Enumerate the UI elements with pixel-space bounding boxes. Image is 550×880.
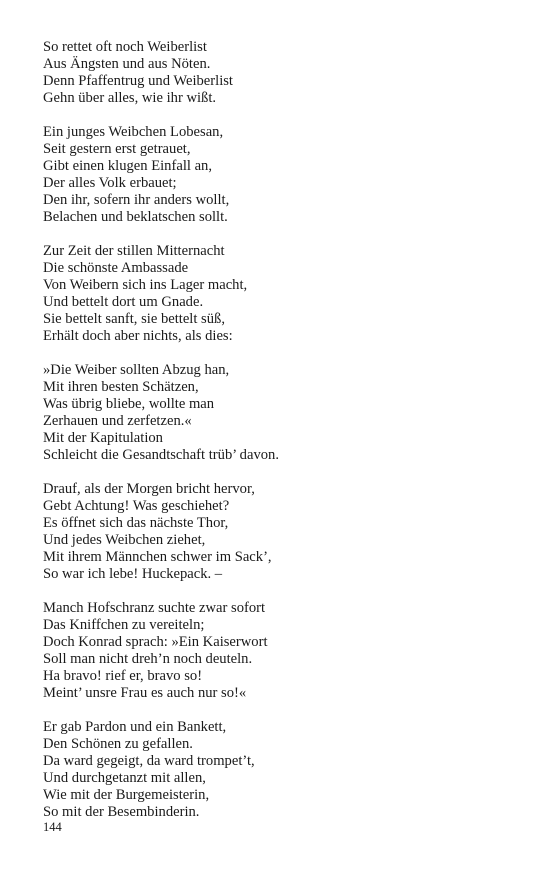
verse-line: »Die Weiber sollten Abzug han, xyxy=(43,362,230,378)
verse-line: Gibt einen klugen Einfall an, xyxy=(43,158,212,174)
verse-line: Da ward gegeigt, da ward trompet’t, xyxy=(43,753,255,769)
stanza-7 xyxy=(43,719,513,821)
verse-line: Es öffnet sich das nächste Thor, xyxy=(43,515,229,531)
verse-line: Erhält doch aber nichts, als dies: xyxy=(43,328,233,344)
verse-line: Den Schönen zu gefallen. xyxy=(43,736,193,752)
verse-line: So rettet oft noch Weiberlist xyxy=(43,39,207,55)
verse-line: Zur Zeit der stillen Mitternacht xyxy=(43,243,225,259)
verse-line: Den ihr, sofern ihr anders wollt, xyxy=(43,192,230,208)
verse-line: Sie bettelt sanft, sie bettelt süß, xyxy=(43,311,225,327)
stanza-4 xyxy=(43,362,513,464)
poem-body xyxy=(43,39,513,838)
verse-line: Doch Konrad sprach: »Ein Kaiserwort xyxy=(43,634,268,650)
verse-line: Seit gestern erst getrauet, xyxy=(43,141,191,157)
verse-line: Und jedes Weibchen ziehet, xyxy=(43,532,206,548)
verse-line: Mit ihrem Männchen schwer im Sack’, xyxy=(43,549,272,565)
verse-line: Schleicht die Gesandtschaft trüb’ davon. xyxy=(43,447,279,463)
verse-line: Zerhauen und zerfetzen.« xyxy=(43,413,192,429)
verse-line: Gehn über alles, wie ihr wißt. xyxy=(43,90,217,106)
verse-line: Gebt Achtung! Was geschiehet? xyxy=(43,498,230,514)
stanza-6 xyxy=(43,600,513,702)
verse-line: Belachen und beklatschen sollt. xyxy=(43,209,228,225)
stanza-3 xyxy=(43,243,513,345)
verse-line: Ein junges Weibchen Lobesan, xyxy=(43,124,224,140)
stanza-1 xyxy=(43,39,513,107)
verse-line: Er gab Pardon und ein Bankett, xyxy=(43,719,227,735)
stanza-5 xyxy=(43,481,513,583)
verse-line: Der alles Volk erbauet; xyxy=(43,175,177,191)
verse-line: Mit ihren besten Schätzen, xyxy=(43,379,199,395)
stanza-2 xyxy=(43,124,513,226)
verse-line: Denn Pfaffentrug und Weiberlist xyxy=(43,73,233,89)
verse-line: Mit der Kapitulation xyxy=(43,430,163,446)
verse-line: Ha bravo! rief er, bravo so! xyxy=(43,668,203,684)
verse-line: So mit der Besembinderin. xyxy=(43,804,200,820)
verse-line: Manch Hofschranz suchte zwar sofort xyxy=(43,600,266,616)
verse-line: Aus Ängsten und aus Nöten. xyxy=(43,56,211,72)
verse-line: Wie mit der Burgemeisterin, xyxy=(43,787,210,803)
verse-line: Das Kniffchen zu vereiteln; xyxy=(43,617,205,633)
verse-line: Meint’ unsre Frau es auch nur so!« xyxy=(43,685,247,701)
verse-line: Soll man nicht dreh’n noch deuteln. xyxy=(43,651,253,667)
verse-line: Und bettelt dort um Gnade. xyxy=(43,294,204,310)
verse-line: Was übrig bliebe, wollte man xyxy=(43,396,215,412)
verse-line: Drauf, als der Morgen bricht hervor, xyxy=(43,481,255,497)
verse-line: Und durchgetanzt mit allen, xyxy=(43,770,206,786)
page-number: 144 xyxy=(43,820,62,834)
verse-line: Die schönste Ambassade xyxy=(43,260,189,276)
verse-line: Von Weibern sich ins Lager macht, xyxy=(43,277,248,293)
verse-line: So war ich lebe! Huckepack. – xyxy=(43,566,223,582)
